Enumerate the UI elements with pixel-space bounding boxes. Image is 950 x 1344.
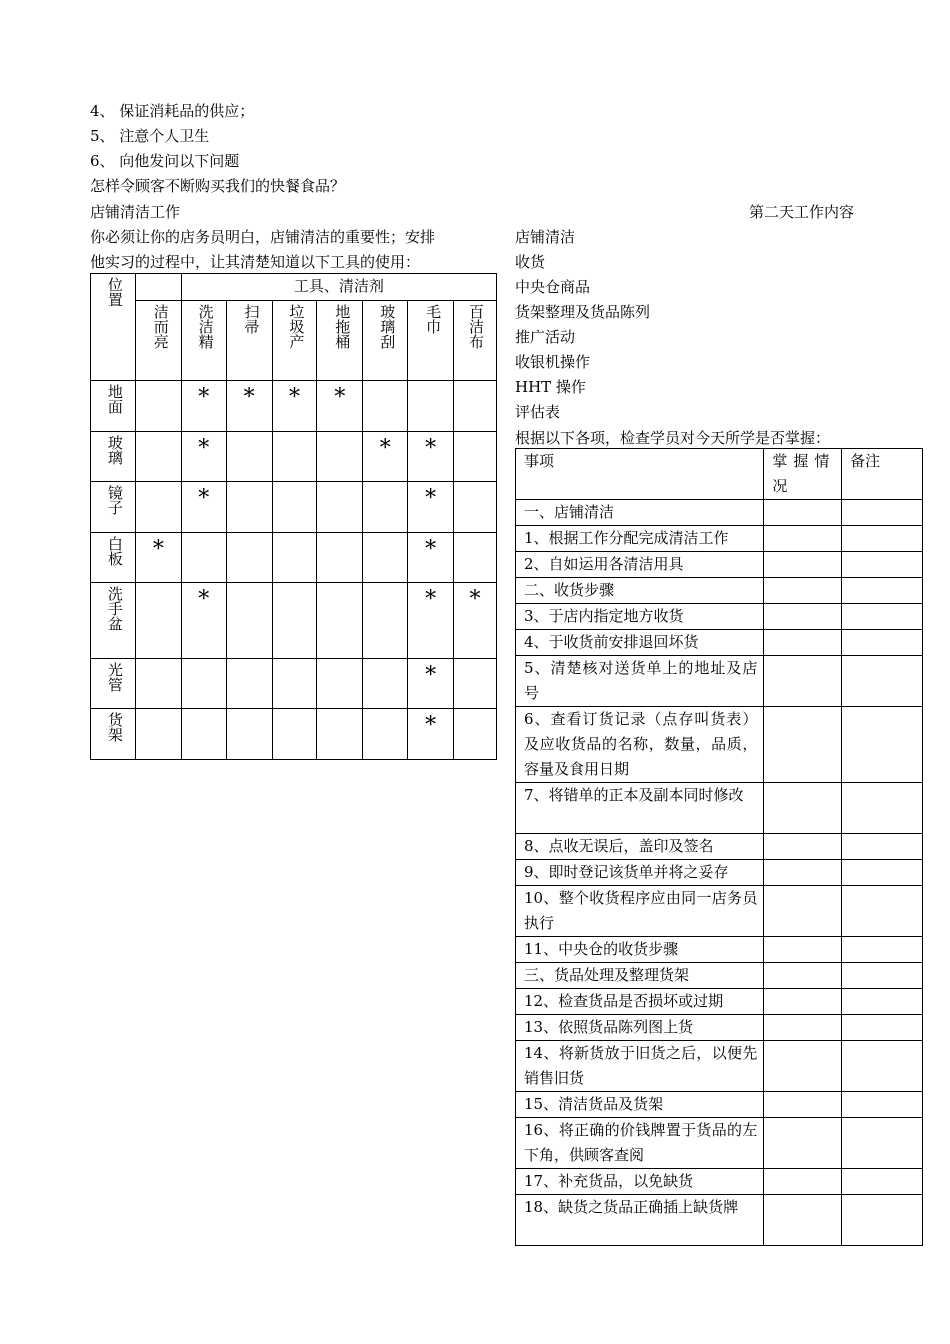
tool-mark-cell bbox=[226, 583, 272, 659]
mastery-cell[interactable] bbox=[764, 1092, 842, 1118]
remark-cell[interactable] bbox=[842, 578, 923, 604]
mastery-cell[interactable] bbox=[764, 1195, 842, 1246]
mastery-cell[interactable] bbox=[764, 500, 842, 526]
tool-mark-cell bbox=[317, 482, 363, 533]
tools-table bbox=[90, 273, 497, 760]
tools-row-position: 镜子 bbox=[91, 482, 136, 533]
mastery-cell[interactable] bbox=[764, 1041, 842, 1092]
remark-cell[interactable] bbox=[842, 526, 923, 552]
star-mark: * bbox=[379, 436, 391, 461]
table-row bbox=[516, 526, 923, 552]
table-row bbox=[516, 500, 923, 526]
checklist-item: 3、于店内指定地方收货 bbox=[516, 604, 764, 630]
tool-header-1: 洗洁精 bbox=[181, 301, 226, 381]
table-row bbox=[516, 1169, 923, 1195]
checklist-item: 4、于收货前安排退回坏货 bbox=[516, 630, 764, 656]
tool-header-4: 地拖桶 bbox=[317, 301, 363, 381]
mastery-cell[interactable] bbox=[764, 886, 842, 937]
section-title-cleaning: 店铺清洁工作 bbox=[90, 203, 181, 221]
table-row bbox=[516, 783, 923, 834]
header-item: 事项 bbox=[516, 449, 764, 500]
tools-group-header: 工具、清洁剂 bbox=[181, 274, 496, 301]
remark-cell[interactable] bbox=[842, 656, 923, 707]
star-mark: * bbox=[425, 587, 437, 612]
check-intro: 根据以下各项，检查学员对今天所学是否掌握： bbox=[515, 429, 831, 447]
star-mark: * bbox=[152, 537, 164, 562]
star-mark: * bbox=[469, 587, 481, 612]
mastery-cell[interactable] bbox=[764, 937, 842, 963]
remark-cell[interactable] bbox=[842, 937, 923, 963]
tool-mark-cell bbox=[317, 659, 363, 709]
checklist-item: 16、将正确的价钱牌置于货品的左下角，供顾客查阅 bbox=[516, 1118, 764, 1169]
star-mark: * bbox=[198, 436, 210, 461]
question-line: 怎样令顾客不断购买我们的快餐食品？ bbox=[90, 177, 346, 195]
day2-item: 收银机操作 bbox=[515, 353, 591, 371]
tools-row-position: 地面 bbox=[91, 381, 136, 432]
day2-item: 推广活动 bbox=[515, 328, 576, 346]
checklist-table bbox=[515, 448, 923, 1246]
checklist-item: 10、整个收货程序应由同一店务员执行 bbox=[516, 886, 764, 937]
remark-cell[interactable] bbox=[842, 989, 923, 1015]
checklist-item: 14、将新货放于旧货之后，以便先销售旧货 bbox=[516, 1041, 764, 1092]
tool-mark-cell bbox=[272, 583, 317, 659]
remark-cell[interactable] bbox=[842, 1118, 923, 1169]
tool-mark-cell bbox=[181, 381, 226, 432]
table-row bbox=[516, 1041, 923, 1092]
tool-header-3: 垃圾产 bbox=[272, 301, 317, 381]
table-row bbox=[516, 552, 923, 578]
mastery-cell[interactable] bbox=[764, 963, 842, 989]
remark-cell[interactable] bbox=[842, 1195, 923, 1246]
star-mark: * bbox=[198, 385, 210, 410]
tool-mark-cell bbox=[363, 533, 408, 583]
mastery-cell[interactable] bbox=[764, 1118, 842, 1169]
day2-item: 中央仓商品 bbox=[515, 278, 591, 296]
tool-header-2: 扫帚 bbox=[226, 301, 272, 381]
tool-mark-cell bbox=[317, 381, 363, 432]
tools-row-position: 玻璃 bbox=[91, 432, 136, 482]
tool-mark-cell bbox=[454, 659, 497, 709]
table-row bbox=[516, 886, 923, 937]
day2-title: 第二天工作内容 bbox=[749, 203, 855, 221]
tool-mark-cell bbox=[454, 583, 497, 659]
tool-mark-cell bbox=[226, 709, 272, 760]
tool-mark-cell bbox=[408, 659, 454, 709]
tool-mark-cell bbox=[272, 533, 317, 583]
remark-cell[interactable] bbox=[842, 860, 923, 886]
tool-mark-cell bbox=[272, 432, 317, 482]
table-row bbox=[516, 1015, 923, 1041]
tools-row bbox=[91, 533, 497, 583]
table-row bbox=[516, 578, 923, 604]
checklist-item: 6、查看订货记录（点存叫货表）及应收货品的名称，数量，品质，容量及食用日期 bbox=[516, 707, 764, 783]
tool-mark-cell bbox=[454, 482, 497, 533]
checklist-item: 12、检查货品是否损坏或过期 bbox=[516, 989, 764, 1015]
mastery-cell[interactable] bbox=[764, 552, 842, 578]
tools-row bbox=[91, 432, 497, 482]
tool-mark-cell bbox=[408, 709, 454, 760]
table-row bbox=[516, 937, 923, 963]
mastery-cell[interactable] bbox=[764, 604, 842, 630]
mastery-cell[interactable] bbox=[764, 526, 842, 552]
mastery-cell[interactable] bbox=[764, 989, 842, 1015]
checklist-item: 8、点收无误后，盖印及签名 bbox=[516, 834, 764, 860]
tool-mark-cell bbox=[363, 432, 408, 482]
table-row bbox=[516, 834, 923, 860]
remark-cell[interactable] bbox=[842, 552, 923, 578]
tool-header-7: 百洁布 bbox=[454, 301, 497, 381]
tool-mark-cell bbox=[317, 533, 363, 583]
tool-mark-cell bbox=[363, 482, 408, 533]
remark-cell[interactable] bbox=[842, 886, 923, 937]
tools-row-position: 货架 bbox=[91, 709, 136, 760]
tool-mark-cell bbox=[454, 533, 497, 583]
table-row bbox=[516, 656, 923, 707]
tool-mark-cell bbox=[272, 709, 317, 760]
checklist-item: 17、补充货品，以免缺货 bbox=[516, 1169, 764, 1195]
remark-cell[interactable] bbox=[842, 630, 923, 656]
tool-mark-cell bbox=[272, 659, 317, 709]
checklist-item: 18、缺货之货品正确插上缺货牌 bbox=[516, 1195, 764, 1246]
star-mark: * bbox=[425, 537, 437, 562]
tool-mark-cell bbox=[408, 533, 454, 583]
remark-cell[interactable] bbox=[842, 834, 923, 860]
tools-row-position: 白板 bbox=[91, 533, 136, 583]
tool-header-0: 洁而亮 bbox=[135, 301, 181, 381]
star-mark: * bbox=[425, 436, 437, 461]
table-row bbox=[516, 1118, 923, 1169]
table-row bbox=[516, 630, 923, 656]
tool-mark-cell bbox=[226, 659, 272, 709]
tool-mark-cell bbox=[135, 583, 181, 659]
mastery-cell[interactable] bbox=[764, 630, 842, 656]
checklist-item: 11、中央仓的收货步骤 bbox=[516, 937, 764, 963]
tools-row bbox=[91, 659, 497, 709]
mastery-cell[interactable] bbox=[764, 783, 842, 834]
tool-mark-cell bbox=[135, 432, 181, 482]
header-remark: 备注 bbox=[842, 449, 923, 500]
tools-row bbox=[91, 709, 497, 760]
day2-item: 货架整理及货品陈列 bbox=[515, 303, 651, 321]
tool-mark-cell bbox=[226, 432, 272, 482]
tool-mark-cell bbox=[226, 533, 272, 583]
checklist-item: 7、将错单的正本及副本同时修改 bbox=[516, 783, 764, 834]
header-mastery: 掌握情况 bbox=[764, 449, 842, 500]
tool-mark-cell bbox=[363, 659, 408, 709]
tools-row bbox=[91, 583, 497, 659]
tool-mark-cell bbox=[454, 381, 497, 432]
remark-cell[interactable] bbox=[842, 1092, 923, 1118]
table-row bbox=[516, 860, 923, 886]
tool-mark-cell bbox=[454, 432, 497, 482]
tool-mark-cell bbox=[135, 533, 181, 583]
tool-mark-cell bbox=[181, 482, 226, 533]
star-mark: * bbox=[425, 486, 437, 511]
checklist-item: 1、根据工作分配完成清洁工作 bbox=[516, 526, 764, 552]
tools-blank-header bbox=[135, 274, 181, 301]
tool-mark-cell bbox=[181, 432, 226, 482]
table-row bbox=[516, 1092, 923, 1118]
star-mark: * bbox=[425, 713, 437, 738]
tool-mark-cell bbox=[135, 381, 181, 432]
remark-cell[interactable] bbox=[842, 707, 923, 783]
remark-cell[interactable] bbox=[842, 500, 923, 526]
tool-mark-cell bbox=[408, 583, 454, 659]
position-header: 位置 bbox=[91, 274, 136, 381]
remark-cell[interactable] bbox=[842, 1041, 923, 1092]
day2-item: 店铺清洁 bbox=[515, 228, 576, 246]
tool-mark-cell bbox=[408, 432, 454, 482]
intro-line-1: 你必须让你的店务员明白，店铺清洁的重要性；安排 bbox=[90, 228, 436, 246]
tool-mark-cell bbox=[135, 659, 181, 709]
table-row bbox=[516, 707, 923, 783]
text-line-6: 6、 向他发问以下问题 bbox=[90, 152, 240, 170]
tool-mark-cell bbox=[454, 709, 497, 760]
tool-mark-cell bbox=[181, 533, 226, 583]
mastery-cell[interactable] bbox=[764, 834, 842, 860]
tool-mark-cell bbox=[272, 381, 317, 432]
day2-item: 收货 bbox=[515, 253, 546, 271]
tool-mark-cell bbox=[226, 482, 272, 533]
tools-row bbox=[91, 381, 497, 432]
star-mark: * bbox=[425, 663, 437, 688]
mastery-cell[interactable] bbox=[764, 860, 842, 886]
text-line-5: 5、 注意个人卫生 bbox=[90, 127, 210, 145]
checklist-item: 三、货品处理及整理货架 bbox=[516, 963, 764, 989]
table-row bbox=[516, 989, 923, 1015]
tool-mark-cell bbox=[135, 709, 181, 760]
tool-mark-cell bbox=[317, 583, 363, 659]
tool-mark-cell bbox=[363, 381, 408, 432]
remark-cell[interactable] bbox=[842, 1015, 923, 1041]
tools-row-position: 洗手盆 bbox=[91, 583, 136, 659]
star-mark: * bbox=[243, 385, 255, 410]
tool-mark-cell bbox=[317, 709, 363, 760]
checklist-item: 2、自如运用各清洁用具 bbox=[516, 552, 764, 578]
tool-header-5: 玻璃刮 bbox=[363, 301, 408, 381]
mastery-cell[interactable] bbox=[764, 578, 842, 604]
star-mark: * bbox=[198, 587, 210, 612]
star-mark: * bbox=[334, 385, 346, 410]
tool-mark-cell bbox=[408, 381, 454, 432]
tool-mark-cell bbox=[408, 482, 454, 533]
checklist-item: 二、收货步骤 bbox=[516, 578, 764, 604]
tool-header-6: 毛巾 bbox=[408, 301, 454, 381]
mastery-cell[interactable] bbox=[764, 1169, 842, 1195]
mastery-cell[interactable] bbox=[764, 707, 842, 783]
remark-cell[interactable] bbox=[842, 604, 923, 630]
checklist-item: 9、即时登记该货单并将之妥存 bbox=[516, 860, 764, 886]
day2-item: 评估表 bbox=[515, 403, 561, 421]
tool-mark-cell bbox=[317, 432, 363, 482]
text-line-4: 4、 保证消耗品的供应； bbox=[90, 102, 255, 120]
tools-row-position: 光管 bbox=[91, 659, 136, 709]
tool-mark-cell bbox=[226, 381, 272, 432]
tool-mark-cell bbox=[181, 583, 226, 659]
table-row bbox=[516, 604, 923, 630]
checklist-item: 13、依照货品陈列图上货 bbox=[516, 1015, 764, 1041]
checklist-item: 15、清洁货品及货架 bbox=[516, 1092, 764, 1118]
remark-cell[interactable] bbox=[842, 783, 923, 834]
star-mark: * bbox=[198, 486, 210, 511]
table-row bbox=[516, 1195, 923, 1246]
remark-cell[interactable] bbox=[842, 963, 923, 989]
tool-mark-cell bbox=[181, 709, 226, 760]
remark-cell[interactable] bbox=[842, 1169, 923, 1195]
tools-row bbox=[91, 482, 497, 533]
intro-line-2: 他实习的过程中，让其清楚知道以下工具的使用： bbox=[90, 253, 421, 271]
star-mark: * bbox=[288, 385, 300, 410]
table-row bbox=[516, 963, 923, 989]
checklist-item: 一、店铺清洁 bbox=[516, 500, 764, 526]
day2-item: HHT 操作 bbox=[515, 378, 586, 396]
mastery-cell[interactable] bbox=[764, 1015, 842, 1041]
checklist-item: 5、清楚核对送货单上的地址及店号 bbox=[516, 656, 764, 707]
tool-mark-cell bbox=[363, 709, 408, 760]
tool-mark-cell bbox=[272, 482, 317, 533]
mastery-cell[interactable] bbox=[764, 656, 842, 707]
tool-mark-cell bbox=[135, 482, 181, 533]
tool-mark-cell bbox=[181, 659, 226, 709]
tool-mark-cell bbox=[363, 583, 408, 659]
